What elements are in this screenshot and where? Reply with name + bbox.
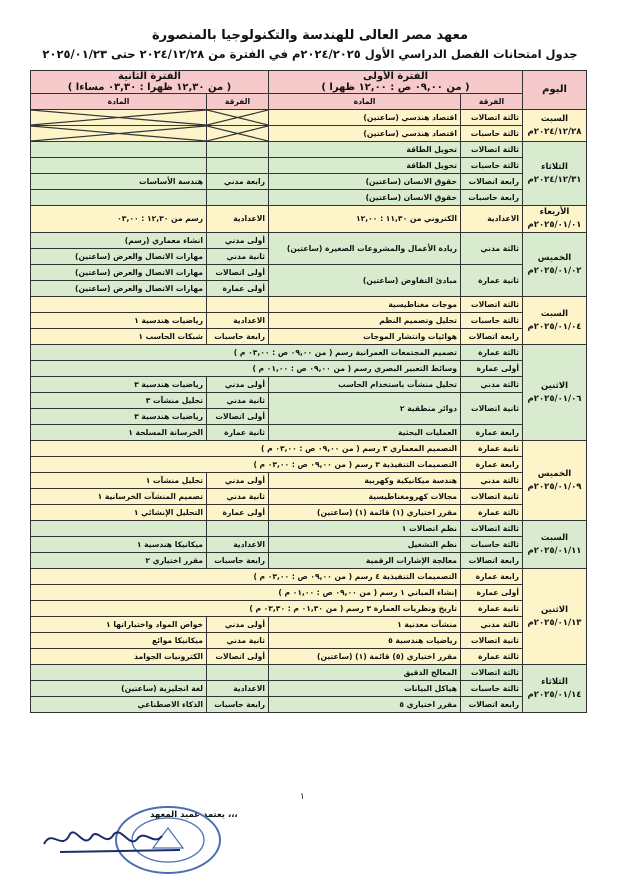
- day-cell: [523, 110, 587, 142]
- schedule-row: [31, 537, 587, 553]
- class-cell: رابعة عمارة: [461, 425, 523, 441]
- subject-cell: ميكانيكا هندسية ١: [31, 537, 207, 553]
- subject-cell: نظم اتصالات ١: [269, 521, 461, 537]
- subject-cell: تحليل منشآت ١: [31, 473, 207, 489]
- class-cell: رابعة حاسبات: [207, 697, 269, 713]
- subject-cell: اقتصاد هندسي (ساعتين): [269, 126, 461, 142]
- day-name: الثلاثاء: [541, 161, 568, 172]
- period1-header: [269, 71, 523, 94]
- class-cell: رابعة حاسبات: [207, 329, 269, 345]
- class-cell: ثانية اتصالات: [461, 633, 523, 649]
- subject-cell: مقرر اختياري ٢: [31, 553, 207, 569]
- empty-cell: [31, 190, 207, 206]
- subject-cell: لغة انجليزية (ساعتين): [31, 681, 207, 697]
- class-cell: ثالثة اتصالات: [461, 665, 523, 681]
- class-cell: رابعة اتصالات: [461, 553, 523, 569]
- class-cell: ثالثة مدني: [461, 233, 523, 265]
- period2-header: [31, 71, 269, 94]
- crossed-out-cell: [207, 110, 269, 126]
- class-cell: ثانية عمارة: [461, 601, 523, 617]
- class-cell: ثالثة مدني: [461, 617, 523, 633]
- class-cell: ثالثة اتصالات: [461, 297, 523, 313]
- schedule-row: [31, 521, 587, 537]
- subject-cell: مهارات الاتصال والعرض (ساعتين): [31, 249, 207, 265]
- subject-cell: هندسة الأساسات: [31, 174, 207, 190]
- class-cell: أولى مدني: [207, 473, 269, 489]
- dean-signature-label: يعتمد عميد المعهد ،،،: [150, 810, 238, 820]
- subject-cell: منشآت معدنية ١: [269, 617, 461, 633]
- schedule-row: [31, 265, 587, 281]
- subject-cell: تحويل الطاقة: [269, 158, 461, 174]
- class-cell: ثانية مدني: [207, 489, 269, 505]
- class-cell: ثالثة حاسبات: [461, 158, 523, 174]
- day-cell: [523, 233, 587, 297]
- subject-cell: إنشاء المباني ١ رسم ( من ٠٩,٠٠ ص : ٠١,٠٠ م ): [31, 585, 461, 601]
- schedule-row: [31, 441, 587, 457]
- subject-cell: تاريخ ونظريات العمارة ٣ رسم ( من ٠١,٣٠ م : ٠٣,٣٠ م ): [31, 601, 461, 617]
- subject-cell: التصميم المعماري ٣ رسم ( من ٠٩,٠٠ ص : ٠٣,٠٠ م ): [31, 441, 461, 457]
- day-header: اليوم: [523, 71, 587, 110]
- class-cell: ثالثة عمارة: [461, 345, 523, 361]
- empty-cell: [207, 190, 269, 206]
- subject-cell: رياضيات هندسية ٣: [31, 377, 207, 393]
- subject-cell: تحليل وتصميم النظم: [269, 313, 461, 329]
- class-cell: رابعة عمارة: [461, 569, 523, 585]
- class-cell: ثانية مدني: [207, 249, 269, 265]
- subject-cell: التصميمات التنفيذية ٣ رسم ( من ٠٩,٠٠ ص : ٠٣,٠٠ م ): [31, 457, 461, 473]
- class-cell: أولى مدني: [207, 617, 269, 633]
- class-cell: ثالثة عمارة: [461, 505, 523, 521]
- subject-cell: العمليات البحثية: [269, 425, 461, 441]
- schedule-subtitle: جدول امتحانات الفصل الدراسي الأول ٢٠٢٤/٢٠٢٥م في الفترة من ٢٠٢٤/١٢/٢٨ حتى ٢٠٢٥/٠١/٢٣: [42, 47, 578, 61]
- class-cell: رابعة اتصالات: [461, 697, 523, 713]
- day-name: الاثنين: [540, 604, 569, 615]
- period1-time: ( من ٠٩,٠٠ ص : ١٢,٠٠ ظهرا ): [321, 82, 470, 93]
- subject-cell: اقتصاد هندسي (ساعتين): [269, 110, 461, 126]
- day-cell: [523, 142, 587, 206]
- class-cell: ثانية مدني: [207, 393, 269, 409]
- subject-cell: الكتروني من ١١,٣٠ : ١٢,٠٠: [269, 206, 461, 233]
- subject-cell: شبكات الحاسب ١: [31, 329, 207, 345]
- class-cell: ثالثة حاسبات: [461, 681, 523, 697]
- day-name: الثلاثاء: [541, 676, 568, 687]
- day-date: ٢٠٢٥/٠١/١١م: [527, 545, 582, 556]
- subject-cell: ميكانيكا موائع: [31, 633, 207, 649]
- schedule-row: [31, 457, 587, 473]
- class-cell: ثانية مدني: [207, 633, 269, 649]
- subject-cell: رسم من ١٢,٣٠ : ٠٣,٠٠: [31, 206, 207, 233]
- cross-icon: [207, 126, 268, 141]
- day-date: ٢٠٢٤/١٢/٢٨م: [527, 126, 582, 137]
- subject-cell: التحليل الإنشائي ١: [31, 505, 207, 521]
- schedule-row: [31, 489, 587, 505]
- class-header-2: الفرقة: [207, 94, 269, 110]
- day-name: الخميس: [537, 468, 572, 479]
- day-date: ٢٠٢٥/٠١/١٤م: [527, 689, 582, 700]
- schedule-row: [31, 665, 587, 681]
- day-date: ٢٠٢٤/١٢/٣١م: [527, 174, 582, 185]
- subject-cell: الخرسانة المسلحة ١: [31, 425, 207, 441]
- class-cell: الاعدادية: [207, 206, 269, 233]
- cross-icon: [207, 110, 268, 125]
- day-date: ٢٠٢٥/٠١/٠٦م: [527, 393, 582, 404]
- institute-title: معهد مصر العالى للهندسة والتكنولوجيا بالمنصورة: [151, 28, 468, 43]
- class-cell: ثالثة عمارة: [461, 649, 523, 665]
- class-cell: أولى عمارة: [207, 505, 269, 521]
- empty-cell: [31, 665, 207, 681]
- subject-cell: المعالج الدقيق: [269, 665, 461, 681]
- schedule-row: [31, 158, 587, 174]
- subject-cell: تصميم المنشآت الخرسانية ١: [31, 489, 207, 505]
- day-name: الأربعاء: [539, 207, 570, 217]
- period2-label: الفترة الثانية: [118, 71, 181, 82]
- crossed-out-cell: [31, 126, 207, 142]
- class-cell: رابعة اتصالات: [461, 329, 523, 345]
- crossed-out-cell: [31, 110, 207, 126]
- period1-label: الفترة الأولى: [362, 71, 429, 82]
- header-row: [31, 71, 587, 94]
- schedule-row: [31, 190, 587, 206]
- day-name: السبت: [540, 113, 569, 124]
- subject-cell: تحليل منشآت باستخدام الحاسب: [269, 377, 461, 393]
- schedule-row: [31, 233, 587, 249]
- day-cell: [523, 297, 587, 345]
- schedule-row: [31, 633, 587, 649]
- class-header-1: الفرقة: [461, 94, 523, 110]
- subject-cell: هندسة ميكانيكية وكهربية: [269, 473, 461, 489]
- subject-cell: مجالات كهرومغناطيسية: [269, 489, 461, 505]
- schedule-row: [31, 681, 587, 697]
- class-cell: الاعدادية: [207, 681, 269, 697]
- class-cell: رابعة حاسبات: [207, 553, 269, 569]
- class-cell: ثالثة اتصالات: [461, 142, 523, 158]
- day-date: ٢٠٢٥/٠١/١٣م: [527, 617, 582, 628]
- day-cell: [523, 206, 587, 233]
- class-cell: ثالثة حاسبات: [461, 313, 523, 329]
- crossed-out-cell: [207, 126, 269, 142]
- day-date: ٢٠٢٥/٠١/٠١م: [527, 220, 582, 230]
- class-cell: ثالثة حاسبات: [461, 537, 523, 553]
- schedule-row: [31, 206, 587, 233]
- subject-cell: دوائر منطقية ٢: [269, 393, 461, 425]
- class-cell: رابعة مدني: [207, 174, 269, 190]
- class-cell: الاعدادية: [207, 313, 269, 329]
- cross-icon: [31, 126, 206, 141]
- class-cell: ثانية اتصالات: [461, 489, 523, 505]
- class-cell: ثالثة اتصالات: [461, 521, 523, 537]
- schedule-row: [31, 393, 587, 409]
- subject-cell: مهارات الاتصال والعرض (ساعتين): [31, 265, 207, 281]
- class-cell: رابعة اتصالات: [461, 174, 523, 190]
- class-cell: ثانية عمارة: [461, 265, 523, 297]
- schedule-body: [31, 71, 587, 713]
- subject-cell: مبادئ التفاوض (ساعتين): [269, 265, 461, 297]
- class-cell: ثانية اتصالات: [461, 393, 523, 425]
- schedule-row: [31, 377, 587, 393]
- day-cell: [523, 569, 587, 665]
- subject-cell: انشاء معماري (رسم): [31, 233, 207, 249]
- day-name: الاثنين: [540, 380, 569, 391]
- class-cell: أولى عمارة: [207, 281, 269, 297]
- schedule-row: [31, 110, 587, 126]
- class-cell: ثالثة مدني: [461, 473, 523, 489]
- subject-cell: رياضيات هندسية ١: [31, 313, 207, 329]
- exam-schedule-table: [30, 70, 587, 713]
- day-name: الخميس: [537, 252, 572, 263]
- schedule-row: [31, 361, 587, 377]
- schedule-row: [31, 345, 587, 361]
- subject-cell: مقرر اختياري ٥: [269, 697, 461, 713]
- day-name: السبت: [540, 532, 569, 543]
- subject-cell: وسائط التعبير البصري رسم ( من ٠٩,٠٠ ص : ٠١,٠٠ م ): [31, 361, 461, 377]
- subject-header-1: المادة: [269, 94, 461, 110]
- subject-cell: مقرر اختياري (١) قائمة (١) (ساعتين): [269, 505, 461, 521]
- subject-cell: حقوق الانسان (ساعتين): [269, 190, 461, 206]
- subject-header-2: المادة: [31, 94, 207, 110]
- empty-cell: [31, 158, 207, 174]
- schedule-row: [31, 142, 587, 158]
- class-cell: ثالثة حاسبات: [461, 126, 523, 142]
- day-date: ٢٠٢٥/٠١/٠٩م: [527, 481, 582, 492]
- subject-cell: مقرر اختياري (٥) قائمة (١) (ساعتين): [269, 649, 461, 665]
- class-cell: ثانية عمارة: [461, 441, 523, 457]
- schedule-row: [31, 649, 587, 665]
- schedule-row: [31, 473, 587, 489]
- subject-cell: التصميمات التنفيذية ٤ رسم ( من ٠٩,٠٠ ص : ٠٣,٠٠ م ): [31, 569, 461, 585]
- subject-cell: هياكل البيانات: [269, 681, 461, 697]
- handwritten-date-icon: [40, 824, 200, 856]
- class-cell: أولى مدني: [207, 233, 269, 249]
- schedule-row: [31, 601, 587, 617]
- day-cell: [523, 345, 587, 441]
- empty-cell: [31, 521, 207, 537]
- empty-cell: [31, 142, 207, 158]
- subheader-row: [31, 94, 587, 110]
- empty-cell: [207, 142, 269, 158]
- empty-cell: [207, 665, 269, 681]
- subject-cell: رياضيات هندسية ٣: [31, 409, 207, 425]
- schedule-row: [31, 313, 587, 329]
- schedule-row: [31, 617, 587, 633]
- page-number: ١: [300, 792, 305, 802]
- class-cell: رابعة عمارة: [461, 457, 523, 473]
- subject-cell: ريادة الأعمال والمشروعات الصغيرة (ساعتين): [269, 233, 461, 265]
- day-cell: [523, 521, 587, 569]
- schedule-row: [31, 425, 587, 441]
- subject-cell: تحليل منشآت ٣: [31, 393, 207, 409]
- class-cell: الاعدادية: [461, 206, 523, 233]
- subject-cell: الذكاء الاصطناعي: [31, 697, 207, 713]
- subject-cell: هوائيات وانتشار الموجات: [269, 329, 461, 345]
- class-cell: ثانية عمارة: [207, 425, 269, 441]
- class-cell: ثالثة مدني: [461, 377, 523, 393]
- period2-time: ( من ١٢,٣٠ ظهرا : ٠٣,٣٠ مساءا ): [67, 82, 232, 93]
- class-cell: أولى عمارة: [461, 585, 523, 601]
- day-cell: [523, 665, 587, 713]
- subject-cell: حقوق الانسان (ساعتين): [269, 174, 461, 190]
- subject-cell: تصميم المجتمعات العمرانية رسم ( من ٠٩,٠٠ ص : ٠٣,٠٠ م ): [31, 345, 461, 361]
- day-date: ٢٠٢٥/٠١/٠٤م: [527, 321, 582, 332]
- class-cell: رابعة حاسبات: [461, 190, 523, 206]
- class-cell: أولى اتصالات: [207, 265, 269, 281]
- subject-cell: الكترونيات الجوامد: [31, 649, 207, 665]
- class-cell: الاعدادية: [207, 537, 269, 553]
- empty-cell: [207, 297, 269, 313]
- empty-cell: [207, 521, 269, 537]
- cross-icon: [31, 110, 206, 125]
- subject-cell: مهارات الاتصال والعرض (ساعتين): [31, 281, 207, 297]
- class-cell: ثالثة اتصالات: [461, 110, 523, 126]
- schedule-row: [31, 585, 587, 601]
- class-cell: أولى اتصالات: [207, 409, 269, 425]
- empty-cell: [207, 158, 269, 174]
- schedule-row: [31, 569, 587, 585]
- subject-cell: خواص المواد واختباراتها ١: [31, 617, 207, 633]
- schedule-row: [31, 126, 587, 142]
- class-cell: أولى اتصالات: [207, 649, 269, 665]
- subject-cell: تحويل الطاقة: [269, 142, 461, 158]
- schedule-row: [31, 297, 587, 313]
- subject-cell: رياضيات هندسية ٥: [269, 633, 461, 649]
- class-cell: أولى مدني: [207, 377, 269, 393]
- subject-cell: موجات مغناطيسية: [269, 297, 461, 313]
- subject-cell: معالجة الإشارات الرقمية: [269, 553, 461, 569]
- day-date: ٢٠٢٥/٠١/٠٢م: [527, 265, 582, 276]
- schedule-row: [31, 174, 587, 190]
- day-cell: [523, 441, 587, 521]
- day-name: السبت: [540, 308, 569, 319]
- class-cell: أولى عمارة: [461, 361, 523, 377]
- empty-cell: [31, 297, 207, 313]
- subject-cell: نظم التشغيل: [269, 537, 461, 553]
